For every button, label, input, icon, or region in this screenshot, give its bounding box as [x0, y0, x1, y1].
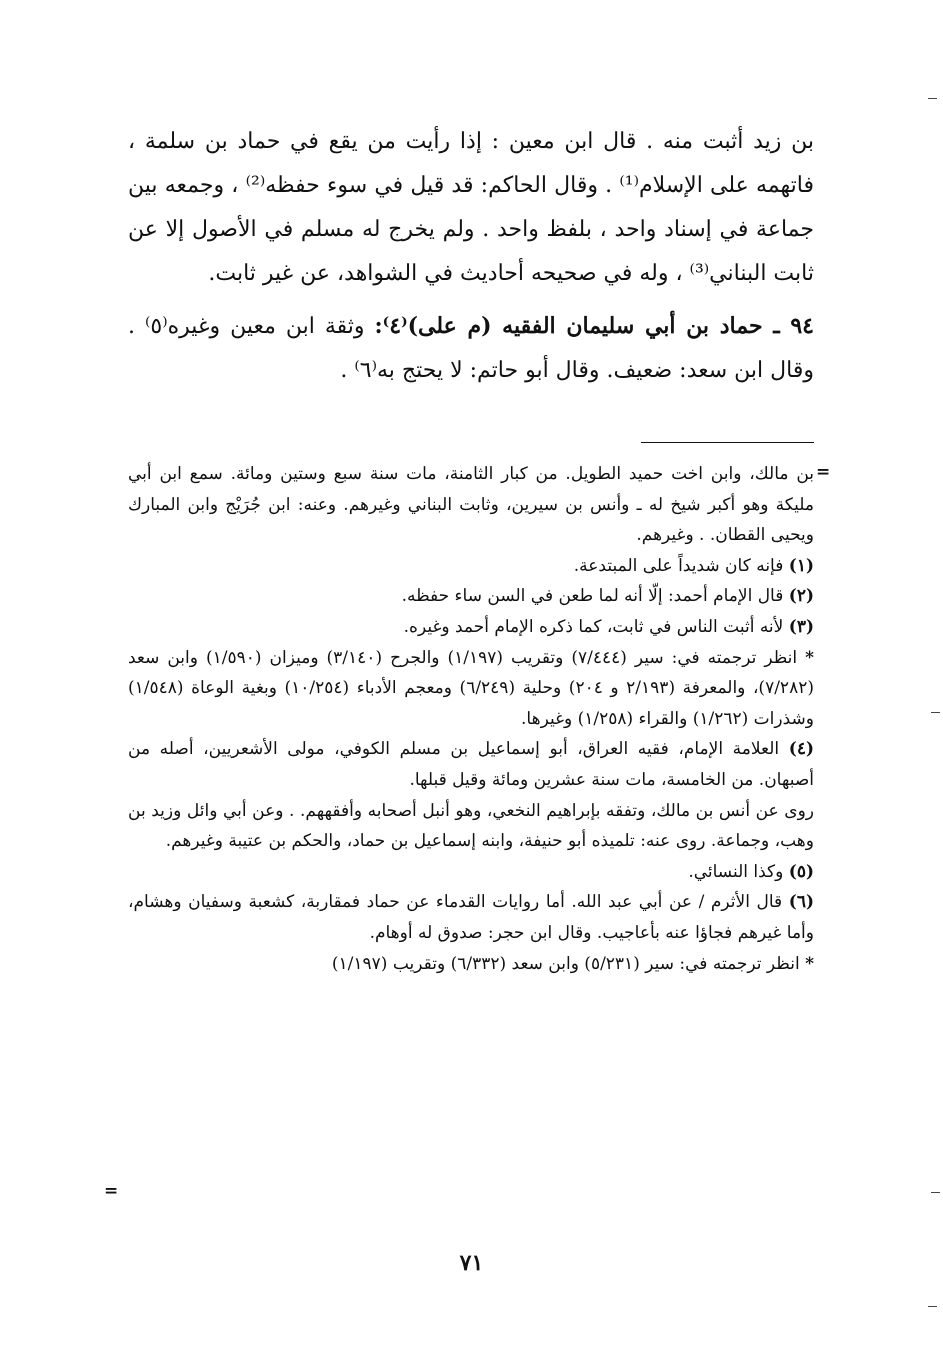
footnote — [128, 796, 814, 857]
body-paragraph: بن زيد أثبت منه . قال ابن معين : إذا رأيت من يقع في حماد بن سلمة ، فاتهمه على الإسلام⁽¹⁾ . وقال الحاكم: قد قيل في سوء حفظه⁽²⁾ ، وجمعه بين جماعة في إسناد واحد ، بلفظ واحد . ولم يخرج له مسلم في الأصول إلا عن ثابت البناني⁽³⁾ ، وله في صحيحه أحاديث في الشواهد، عن غير ثابت. — [128, 129, 814, 286]
entry-heading: ٩٤ ـ حماد بن أبي سليمان الفقيه (م على)⁽٤⁾: — [374, 313, 814, 339]
entry-text: وثقة ابن معين وغيره⁽٥⁾ . وقال ابن سعد: ضعيف. وقال أبو حاتم: لا يحتج به⁽٦⁾ . — [128, 314, 814, 383]
footnote-number: * — [805, 953, 814, 974]
footnote-number: (٤) — [788, 739, 814, 760]
footnote-separator — [641, 442, 814, 443]
footnote-text: قال الإمام أحمد: إلّا أنه لما طعن في السن ساء حفظه. — [401, 586, 789, 607]
continuation-mark: = — [816, 462, 831, 482]
footnote — [128, 551, 814, 582]
footnote — [128, 612, 814, 643]
footnote-text: لأنه أثبت الناس في ثابت، كما ذكره الإمام أحمد وغيره. — [403, 616, 789, 637]
footnote-text: انظر ترجمته في: سير (٥/٢٣١) وابن سعد (٦/٣٣٢) وتقريب (١/١٩٧) — [331, 953, 806, 974]
footnote — [128, 887, 814, 948]
main-text — [128, 120, 814, 393]
footnote-text: روى عن أنس بن مالك، وتفقه بإبراهيم النخعي، وهو أنبل أصحابه وأفقههم. . وعن أبي وائل وزيد بن وهب، وجماعة. روى عنه: تلميذه أبو حنيفة، وابنه إسماعيل بن حماد، والحكم بن عتيبة وغيرهم. — [128, 800, 814, 852]
scan-speck — [931, 1192, 940, 1193]
footnote — [128, 643, 814, 735]
footnotes — [128, 459, 814, 979]
biography-entry — [128, 304, 814, 393]
footnote-text: انظر ترجمته في: سير (٧/٤٤٤) وتقريب (١/١٩٧) والجرح (٣/١٤٠) وميزان (١/٥٩٠) وابن سعد (٧/٢٨٢)، والمعرفة (٢/١٩٣ و ٢٠٤) وحلية (٦/٢٤٩) ومعجم الأدباء (١٠/٢٥٤) وبغية الوعاة (١/٥٤٨) وشذرات (١/٢٦٢) والقراء (١/٢٥٨) وغيرها. — [128, 647, 814, 729]
footnote — [128, 857, 814, 888]
footnote — [128, 949, 814, 980]
footnote-text: فإنه كان شديداً على المبتدعة. — [573, 555, 789, 576]
page-number: ٧١ — [459, 1250, 484, 1276]
scan-speck — [928, 1306, 937, 1307]
footnote-number: * — [805, 647, 815, 668]
footnote-text: العلامة الإمام، فقيه العراق، أبو إسماعيل بن مسلم الكوفي، مولى الأشعريين، أصله من أصبهان. من الخامسة، مات سنة عشرين ومائة وقيل قبلها. — [128, 739, 814, 790]
scan-speck — [928, 98, 937, 99]
footnote-continuation: بن مالك، وابن اخت حميد الطويل. من كبار الثامنة، مات سنة سبع وستين ومائة. سمع ابن أبي مليكة وهو أكبر شيخ له ـ وأنس بن سيرين، وثابت البناني وغيرهم. وعنه: ابن جُرَيْج وابن المبارك ويحيى القطان. . وغيرهم. — [128, 464, 814, 546]
footnote — [128, 734, 814, 795]
footnote-number: (٢) — [788, 586, 814, 607]
end-continuation-mark: = — [104, 1181, 119, 1201]
footnote-number: (٥) — [788, 861, 814, 882]
footnote-text: قال الأثرم / عن أبي عبد الله. أما روايات القدماء عن حماد فمقاربة، كشعبة وسفيان وهشام، وأما غيرهم فجاؤا عنه بأعاجيب. وقال ابن حجر: صدوق له أوهام. — [128, 892, 814, 943]
footnote — [128, 581, 814, 612]
footnote-number: (٦) — [788, 892, 814, 913]
footnote-number: (٣) — [788, 616, 814, 637]
footnote-text: وكذا النسائي. — [688, 861, 789, 882]
scan-speck — [931, 712, 940, 713]
footnote-number: (١) — [788, 555, 814, 576]
